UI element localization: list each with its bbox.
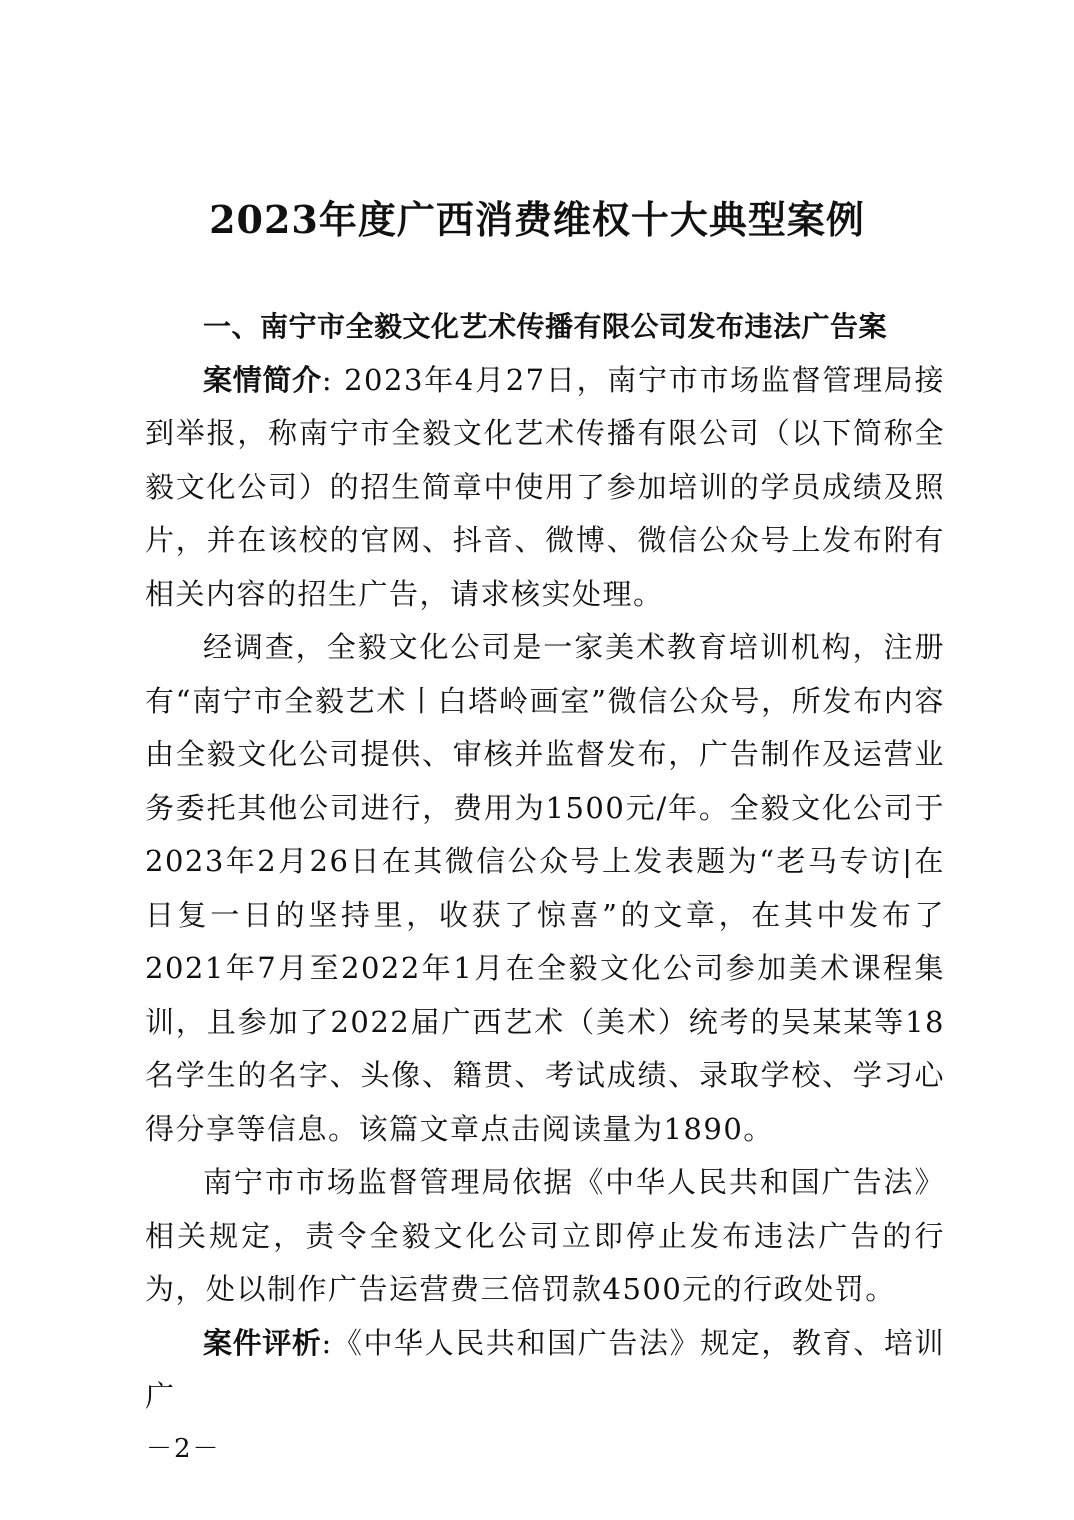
section-heading: 一、南宁市全毅文化艺术传播有限公司发布违法广告案 bbox=[203, 310, 888, 343]
paragraph-text: 南宁市市场监督管理局依据《中华人民共和国广告法》相关规定，责令全毅文化公司立即停止发布违法广告的行为，处以制作广告运营费三倍罚款4500元的行政处罚。 bbox=[145, 1165, 945, 1306]
paragraph-investigation bbox=[145, 621, 945, 1156]
page-number: －2－ bbox=[146, 1434, 221, 1464]
paragraph-penalty bbox=[145, 1156, 945, 1317]
paragraph-case-analysis bbox=[145, 1317, 945, 1424]
document-body bbox=[145, 300, 945, 1424]
page-title: 2023年度广西消费维权十大典型案例 bbox=[209, 197, 865, 242]
paragraph-lead: 案情简介 bbox=[203, 362, 322, 397]
paragraph-text: : 2023年4月27日，南宁市市场监督管理局接到举报，称南宁市全毅文化艺术传播有限公司（以下简称全毅文化公司）的招生简章中使用了参加培训的学员成绩及照片，并在该校的官网、抖音、微博、微信公众号上发布附有相关内容的招生广告，请求核实处理。 bbox=[145, 362, 945, 611]
paragraph-lead: 案件评析 bbox=[203, 1325, 322, 1360]
paragraph-text: 经调查，全毅文化公司是一家美术教育培训机构，注册有“南宁市全毅艺术丨白塔岭画室”微信公众号，所发布内容由全毅文化公司提供、审核并监督发布，广告制作及运营业务委托其他公司进行，费用为1500元/年。全毅文化公司于2023年2月26日在其微信公众号上发表题为“老马专访|在日复一日的坚持里，收获了惊喜”的文章，在其中发布了2021年7月至2022年1月在全毅文化公司参加美术课程集训，且参加了2022届广西艺术（美术）统考的吴某某等18名学生的名字、头像、籍贯、考试成绩、录取学校、学习心得分享等信息。该篇文章点击阅读量为1890。 bbox=[145, 630, 945, 1146]
paragraph-case-summary bbox=[145, 354, 945, 622]
paragraph-text: :《中华人民共和国广告法》规定，教育、培训广 bbox=[145, 1325, 945, 1413]
